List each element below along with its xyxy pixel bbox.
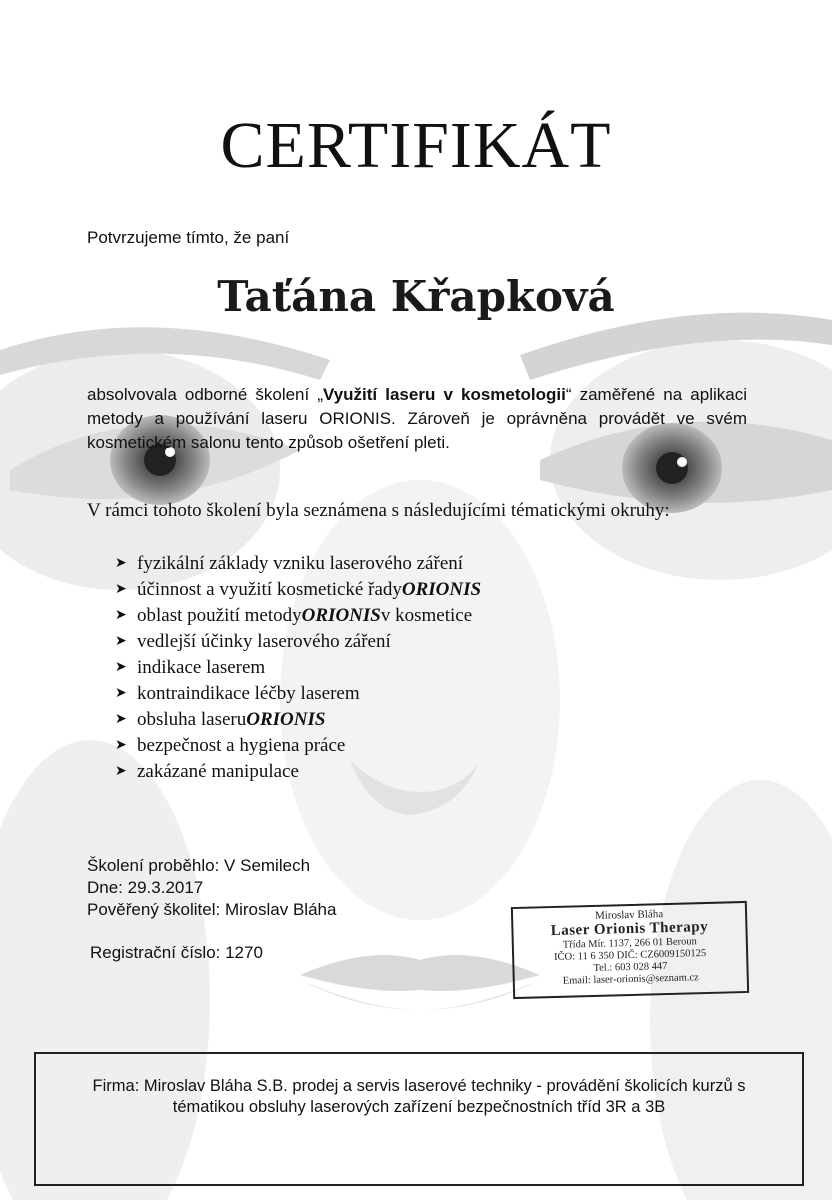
list-item: ➤ indikace laserem: [115, 655, 481, 681]
confirmation-text: Potvrzujeme tímto, že paní: [87, 228, 290, 247]
registration-number: Registrační číslo: 1270: [90, 943, 263, 962]
training-info: [87, 855, 336, 921]
course-name: Využití laseru v kosmetologii: [323, 385, 566, 404]
company-footer-box: [34, 1052, 804, 1186]
list-item: ➤ účinnost a využití kosmetické řady ORIONIS: [115, 577, 481, 603]
list-item: ➤ obsluha laseru ORIONIS: [115, 707, 481, 733]
footer-line-1: Firma: Miroslav Bláha S.B. prodej a servis laserové techniky - provádění školicích kurzů s: [92, 1077, 746, 1095]
stamp-ids: IČO: 11 6 350 DIČ: CZ6009150125: [553, 948, 707, 963]
list-item: ➤ zakázané manipulace: [115, 759, 481, 785]
certificate-title: CERTIFIKÁT: [220, 109, 612, 182]
arrow-bullet-icon: ➤: [115, 738, 127, 753]
description-part-1: absolvovala odborné školení „: [87, 385, 323, 404]
list-item: ➤ kontraindikace léčby laserem: [115, 681, 481, 707]
stamp-address: Třída Mír. 1137, 266 01 Beroun: [562, 936, 697, 951]
stamp-email: Email: laser-orionis@seznam.cz: [562, 972, 699, 987]
arrow-bullet-icon: ➤: [115, 712, 127, 727]
company-stamp: [511, 901, 749, 999]
stamp-company: Laser Orionis Therapy: [550, 918, 709, 940]
list-item: ➤ fyzikální základy vzniku laserového záření: [115, 551, 481, 577]
list-item: ➤ bezpečnost a hygiena práce: [115, 733, 481, 759]
topics-list: [115, 551, 481, 785]
list-item: ➤ vedlejší účinky laserového záření: [115, 629, 481, 655]
arrow-bullet-icon: ➤: [115, 764, 127, 779]
stamp-owner: Miroslav Bláha: [594, 908, 664, 922]
list-item: ➤ oblast použití metody ORIONIS v kosmetice: [115, 603, 481, 629]
company-footer-text: [36, 1076, 802, 1118]
arrow-bullet-icon: ➤: [115, 582, 127, 597]
arrow-bullet-icon: ➤: [115, 608, 127, 623]
topics-intro: V rámci tohoto školení byla seznámena s následujícími tématickými okruhy:: [87, 500, 670, 521]
recipient-name: Taťána Křapková: [217, 272, 615, 321]
arrow-bullet-icon: ➤: [115, 556, 127, 571]
course-description: [87, 383, 747, 455]
description-part-2: “ zaměřené na aplikaci metody a používání laseru ORIONIS. Zároveň je oprávněna provádět ve svém kosmetickém salonu tento způsob ošetření pleti.: [87, 385, 747, 452]
trainer-name: Pověřený školitel: Miroslav Bláha: [87, 900, 337, 919]
arrow-bullet-icon: ➤: [115, 634, 127, 649]
training-place: Školení proběhlo: V Semilech: [87, 856, 311, 875]
arrow-bullet-icon: ➤: [115, 686, 127, 701]
training-date: Dne: 29.3.2017: [87, 878, 204, 897]
footer-line-2: tématikou obsluhy laserových zařízení bezpečnostních tříd 3R a 3B: [172, 1098, 666, 1116]
arrow-bullet-icon: ➤: [115, 660, 127, 675]
stamp-phone: Tel.: 603 028 447: [593, 961, 668, 974]
